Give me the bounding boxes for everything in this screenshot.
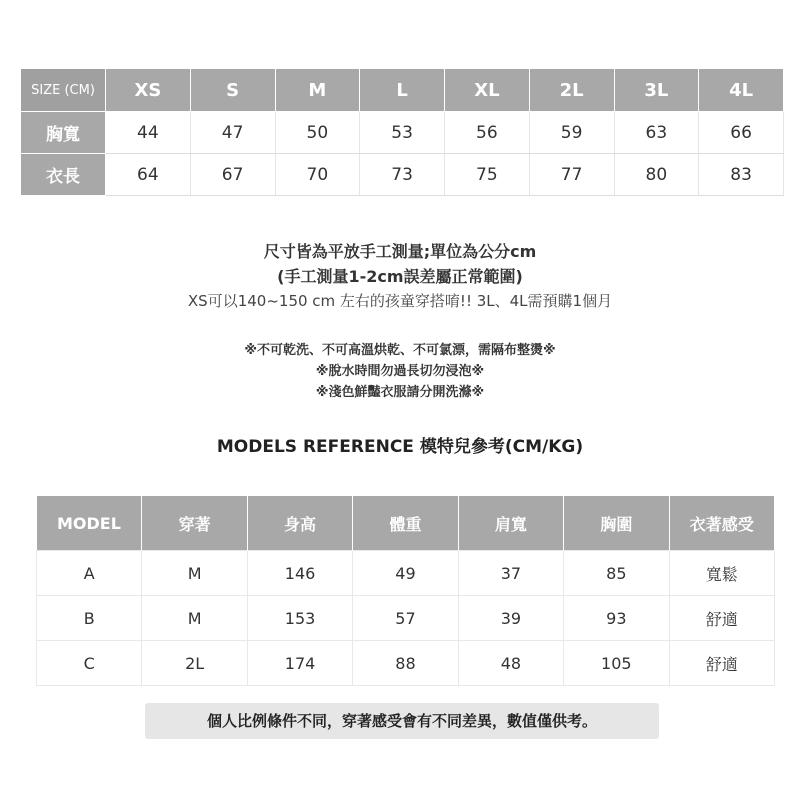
note-line-1: 尺寸皆為平放手工測量;單位為公分cm	[263, 242, 537, 261]
size-header-s: S	[190, 69, 275, 112]
care-line-3: ※淺色鮮豔衣服請分開洗滌※	[315, 385, 485, 400]
size-chart-table	[20, 68, 784, 196]
size-cell: 73	[360, 154, 445, 196]
size-header-4l: 4L	[699, 69, 784, 112]
model-cell: 57	[353, 596, 458, 641]
model-cell: 39	[458, 596, 563, 641]
model-row-b	[37, 596, 775, 641]
models-header-weight: 體重	[353, 496, 458, 551]
model-row-c	[37, 641, 775, 686]
care-line-1: ※不可乾洗、不可高溫烘乾、不可氯漂，需隔布整燙※	[244, 343, 556, 358]
size-cell: 59	[529, 112, 614, 154]
size-header-m: M	[275, 69, 360, 112]
note-line-3: XS可以140~150 cm 左右的孩童穿搭唷!! 3L、4L需預購1個月	[187, 292, 613, 310]
size-row-chest	[21, 112, 784, 154]
size-cell: 64	[106, 154, 191, 196]
care-instructions	[0, 340, 800, 403]
size-cell: 70	[275, 154, 360, 196]
size-cell: 50	[275, 112, 360, 154]
size-row-length	[21, 154, 784, 196]
models-header-fit-feel: 衣著感受	[669, 496, 774, 551]
size-cell: 77	[529, 154, 614, 196]
size-cell: 66	[699, 112, 784, 154]
model-cell: 85	[564, 551, 669, 596]
size-header-2l: 2L	[529, 69, 614, 112]
model-cell: 105	[564, 641, 669, 686]
models-reference-table	[36, 496, 775, 686]
size-row-label: 胸寬	[21, 112, 106, 154]
model-cell: 88	[353, 641, 458, 686]
models-header-shoulder: 肩寬	[458, 496, 563, 551]
models-header-chest: 胸圍	[564, 496, 669, 551]
size-corner-label: SIZE (CM)	[21, 69, 106, 112]
size-cell: 80	[614, 154, 699, 196]
models-reference-title: MODELS REFERENCE 模特兒參考(CM/KG)	[216, 437, 584, 457]
model-cell: 49	[353, 551, 458, 596]
model-cell: 146	[247, 551, 352, 596]
model-cell: 93	[564, 596, 669, 641]
care-line-2: ※脫水時間勿過長切勿浸泡※	[315, 364, 485, 379]
size-cell: 67	[190, 154, 275, 196]
size-cell: 63	[614, 112, 699, 154]
model-cell: B	[37, 596, 142, 641]
size-cell: 53	[360, 112, 445, 154]
models-header-wearing: 穿著	[142, 496, 247, 551]
size-row-label: 衣長	[21, 154, 106, 196]
model-cell: M	[142, 551, 247, 596]
size-cell: 47	[190, 112, 275, 154]
footer-disclaimer: 個人比例條件不同，穿著感受會有不同差異，數值僅供考。	[145, 703, 659, 739]
model-cell: M	[142, 596, 247, 641]
models-header-row	[37, 496, 775, 551]
size-header-xs: XS	[106, 69, 191, 112]
measurement-notes	[0, 239, 800, 314]
model-cell: 174	[247, 641, 352, 686]
note-line-2: (手工測量1-2cm誤差屬正常範圍)	[277, 267, 523, 286]
size-cell: 83	[699, 154, 784, 196]
model-cell: A	[37, 551, 142, 596]
size-cell: 56	[445, 112, 530, 154]
model-cell: 舒適	[669, 596, 774, 641]
model-cell: 48	[458, 641, 563, 686]
model-cell: C	[37, 641, 142, 686]
model-cell: 舒適	[669, 641, 774, 686]
size-cell: 44	[106, 112, 191, 154]
model-cell: 2L	[142, 641, 247, 686]
size-header-xl: XL	[445, 69, 530, 112]
model-row-a	[37, 551, 775, 596]
models-header-height: 身高	[247, 496, 352, 551]
size-header-l: L	[360, 69, 445, 112]
size-cell: 75	[445, 154, 530, 196]
model-cell: 寬鬆	[669, 551, 774, 596]
model-cell: 37	[458, 551, 563, 596]
models-header-model: MODEL	[37, 496, 142, 551]
size-header-3l: 3L	[614, 69, 699, 112]
size-header-row	[21, 69, 784, 112]
model-cell: 153	[247, 596, 352, 641]
